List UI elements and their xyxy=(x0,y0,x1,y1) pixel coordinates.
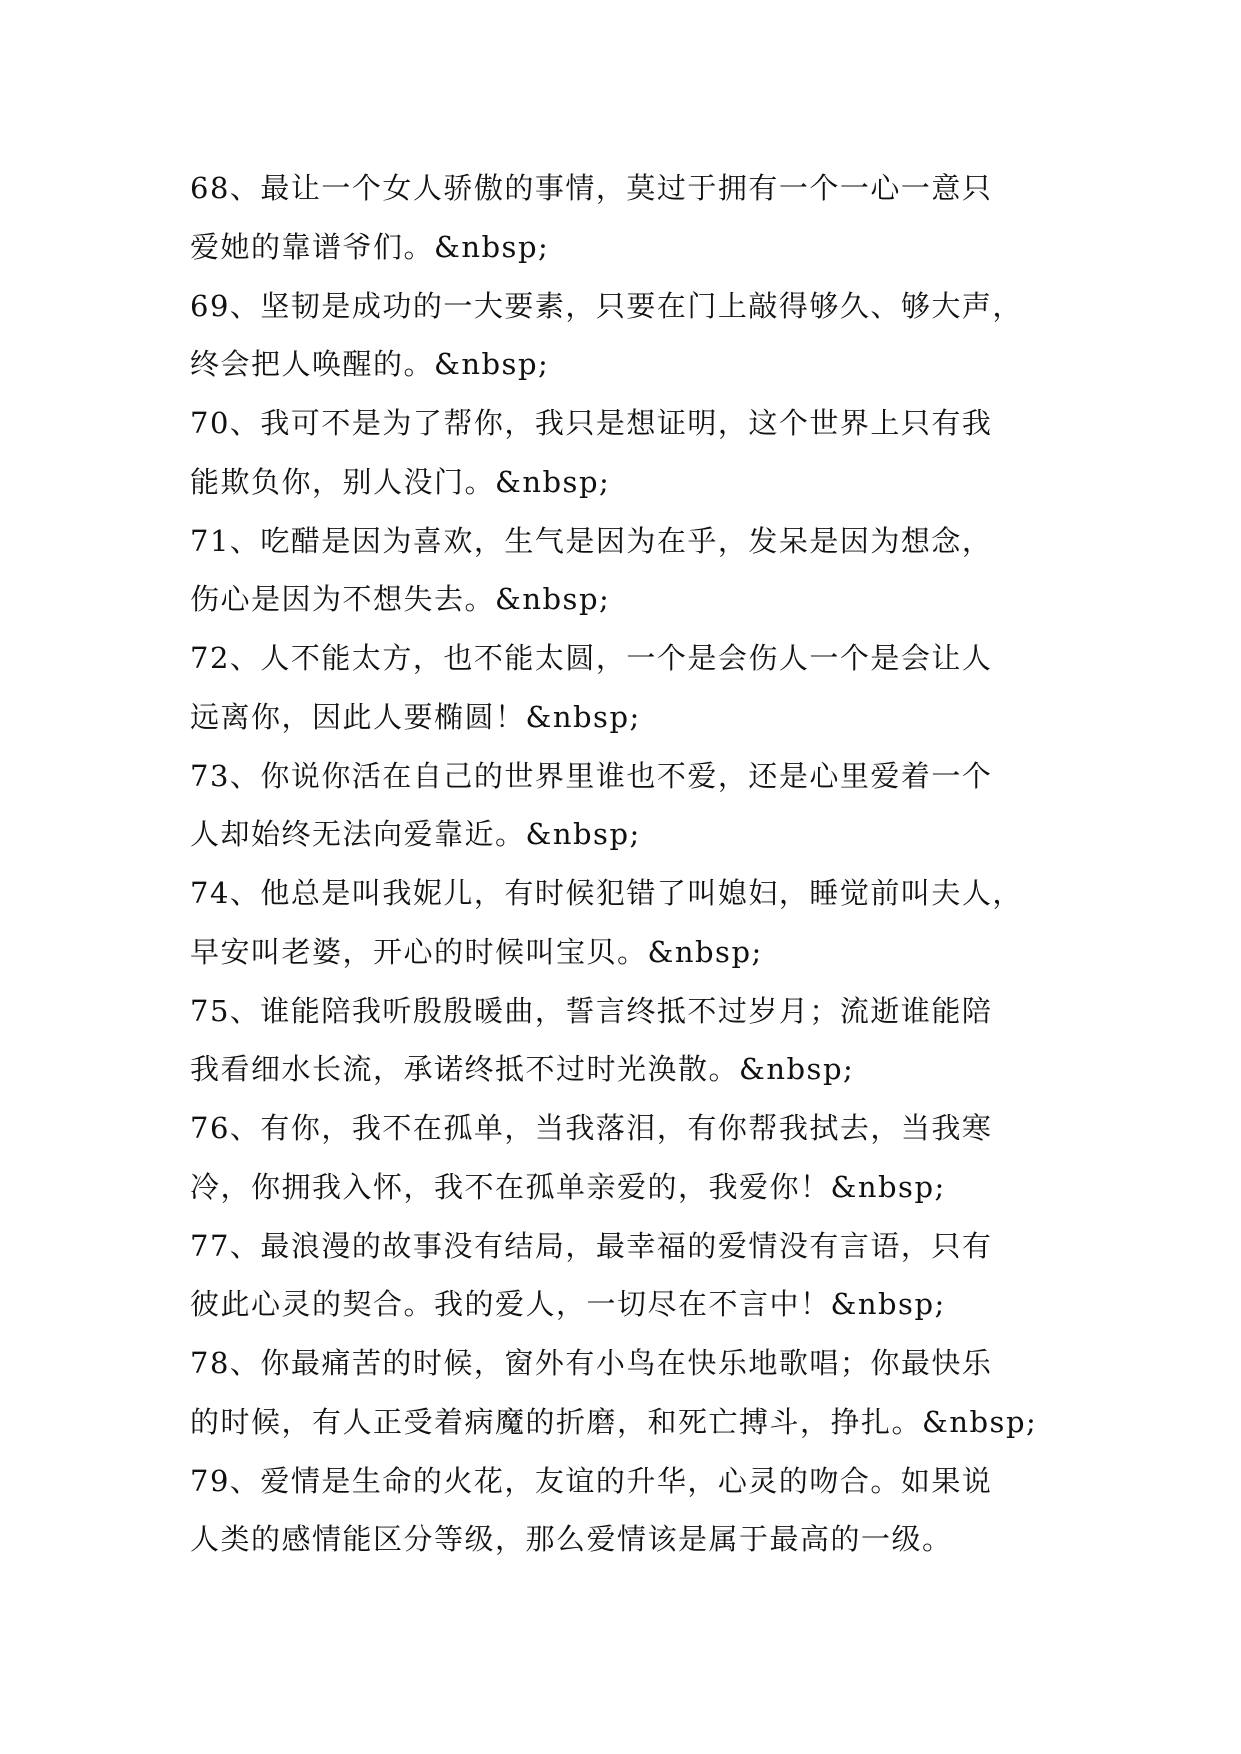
text-line: 68、最让一个女人骄傲的事情，莫过于拥有一个一心一意只 xyxy=(190,171,993,205)
text-line: 早安叫老婆，开心的时候叫宝贝。&nbsp; xyxy=(190,934,763,969)
text-line: 69、坚韧是成功的一大要素，只要在门上敲得够久、够大声， xyxy=(190,288,1023,323)
text-line: 爱她的靠谱爷们。&nbsp; xyxy=(190,229,550,264)
text-line: 78、你最痛苦的时候，窗外有小鸟在快乐地歌唱；你最快乐 xyxy=(190,1346,993,1380)
text-line: 73、你说你活在自己的世界里谁也不爱，还是心里爱着一个 xyxy=(190,758,993,793)
text-line: 人类的感情能区分等级，那么爱情该是属于最高的一级。 xyxy=(190,1522,953,1557)
text-line: 冷，你拥我入怀，我不在孤单亲爱的，我爱你！&nbsp; xyxy=(190,1169,946,1204)
text-line: 终会把人唤醒的。&nbsp; xyxy=(190,347,550,382)
text-line: 人却始终无法向爱靠近。&nbsp; xyxy=(190,817,641,852)
text-line: 70、我可不是为了帮你，我只是想证明，这个世界上只有我 xyxy=(190,406,993,440)
text-line: 72、人不能太方，也不能太圆，一个是会伤人一个是会让人 xyxy=(190,641,993,675)
text-line: 74、他总是叫我妮儿，有时候犯错了叫媳妇，睡觉前叫夫人， xyxy=(190,876,1023,910)
document-body xyxy=(190,159,1090,1569)
text-line: 远离你，因此人要椭圆！&nbsp; xyxy=(190,699,641,734)
text-line: 76、有你，我不在孤单，当我落泪，有你帮我拭去，当我寒 xyxy=(190,1111,993,1145)
text-line: 75、谁能陪我听殷殷暖曲，誓言终抵不过岁月；流逝谁能陪 xyxy=(190,993,993,1028)
text-line: 伤心是因为不想失去。&nbsp; xyxy=(190,582,611,617)
text-line: 的时候，有人正受着病魔的折磨，和死亡搏斗，挣扎。&nbsp; xyxy=(190,1404,1038,1439)
text-line: 我看细水长流，承诺终抵不过时光涣散。&nbsp; xyxy=(190,1052,855,1087)
text-line: 77、最浪漫的故事没有结局，最幸福的爱情没有言语，只有 xyxy=(190,1228,993,1263)
text-line: 能欺负你，别人没门。&nbsp; xyxy=(190,464,611,499)
text-line: 彼此心灵的契合。我的爱人，一切尽在不言中！&nbsp; xyxy=(190,1287,946,1322)
text-line: 71、吃醋是因为喜欢，生气是因为在乎，发呆是因为想念， xyxy=(190,523,993,558)
text-line: 79、爱情是生命的火花，友谊的升华，心灵的吻合。如果说 xyxy=(190,1463,993,1498)
